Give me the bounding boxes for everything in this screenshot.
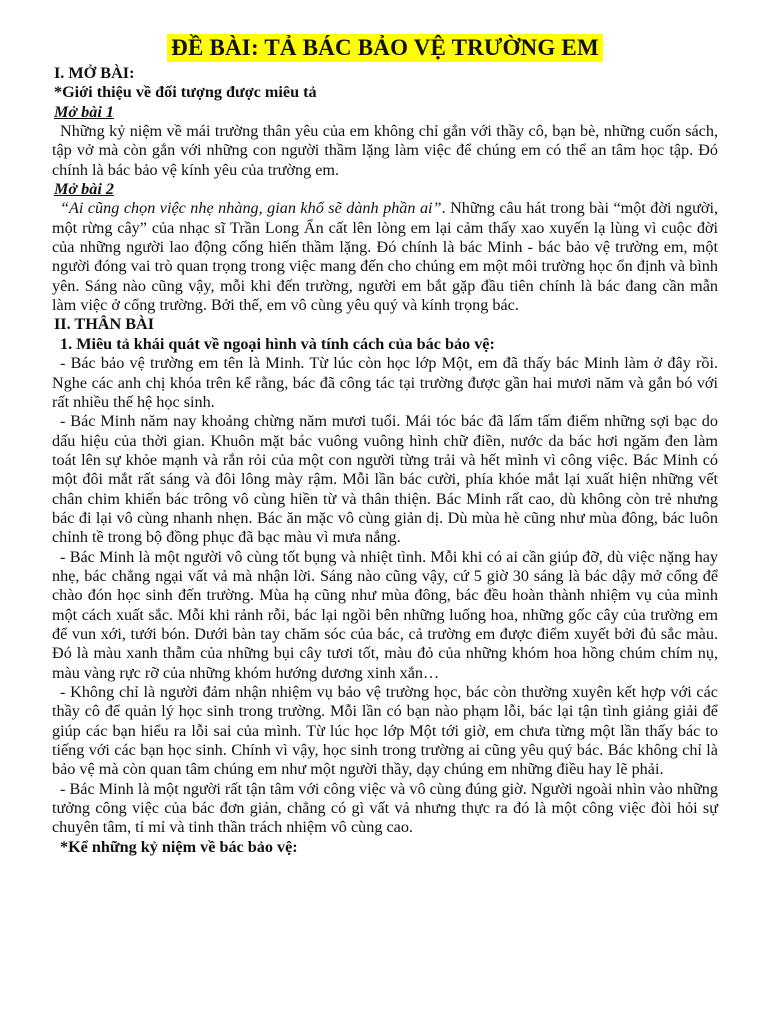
section-heading-body: II. THÂN BÀI xyxy=(54,315,155,334)
body-paragraph: - Bác bảo vệ trường em tên là Minh. Từ lúc còn học lớp Một, em đã thấy bác Minh làm ở đây rồi. Nghe các anh chị khóa trên kể rằng, bác đã công tác tại trường được gần hai mươi năm và gắn bó với rất nhiều thế hệ học sinh. xyxy=(52,354,718,411)
title-wrap xyxy=(52,34,718,62)
opening-2-paragraph xyxy=(52,199,718,315)
document-body xyxy=(52,64,718,857)
section-heading-intro: I. MỞ BÀI: xyxy=(54,64,135,82)
opening-1-label: Mở bài 1 xyxy=(54,102,114,121)
intro-subheading: *Giới thiệu về đối tượng được miêu tả xyxy=(54,83,317,102)
body-paragraph: - Bác Minh năm nay khoảng chừng năm mươi tuổi. Mái tóc bác đã lấm tấm điểm những sợi bạc do dấu hiệu của thời gian. Khuôn mặt bác vuông vuông hình chữ điền, nước da bác hơi ngăm đen làm toát lên sự khỏe mạnh và rắn rỏi của một con người từng trải và hết mình vì công việc. Bác Minh có một đôi mắt rất sáng và đôi lông mày rậm. Mỗi lần bác cười, phía khóe mắt lại xuất hiện những vết chân chim khiến bác trông vô cùng hiền từ và thân thiện. Bác Minh rất cao, dù không còn trẻ nhưng bác đi lại vô cùng nhanh nhẹn. Bác ăn mặc vô cùng giản dị. Dù mùa hè cũng như mùa đông, bác luôn chỉnh tề trong bộ đồng phục đã bạc màu vì mưa nắng. xyxy=(52,412,718,547)
memories-subheading: *Kể những kỷ niệm về bác bảo vệ: xyxy=(60,837,298,856)
opening-2-label: Mở bài 2 xyxy=(54,180,114,199)
body-paragraph: - Bác Minh là một người rất tận tâm với công việc và vô cùng đúng giờ. Người ngoài nhìn vào những tưởng công việc của bác đơn giản, chẳng có gì vất vả nhưng thực ra đó là một công việc đòi hỏi sự chuyên tâm, tỉ mỉ và tinh thần trách nhiệm vô cùng cao. xyxy=(52,779,718,837)
body-paragraph: - Bác Minh là một người vô cùng tốt bụng và nhiệt tình. Mỗi khi có ai cần giúp đỡ, dù việc nặng hay nhẹ, bác chẳng ngại vất vả mà nhận lời. Sáng nào cũng vậy, cứ 5 giờ 30 sáng là bác dậy mở cổng để chào đón học sinh đến trường. Mùa hạ cũng như mùa đông, bác đều hoàn thành nhiệm vụ của mình một cách xuất sắc. Mỗi khi rảnh rỗi, bác lại ngồi bên những luống hoa, những gốc cây của trường em để vun xới, tưới bón. Dưới bàn tay chăm sóc của bác, cả trường em được điểm xuyết bởi đủ sắc màu. Đó là màu xanh thẫm của những bụi cây tươi tốt, màu đỏ của những khóm hoa hồng chúm chím nụ, màu vàng rực rỡ của những khóm hướng dương xinh xắn… xyxy=(52,547,718,682)
body-paragraph: - Không chỉ là người đảm nhận nhiệm vụ bảo vệ trường học, bác còn thường xuyên kết hợp với các thầy cô để quản lý học sinh trong trường. Mỗi lần có bạn nào phạm lỗi, bác lại tận tình giảng giải để giúp các bạn hiểu ra lỗi sai của mình. Từ lúc học lớp Một tới giờ, em chưa từng một lần thấy bác to tiếng với các bạn học sinh. Chính vì vậy, học sinh trong trường ai cũng yêu quý bác. Bác không chỉ là bảo vệ mà còn quan tâm chúng em như một người thầy, dạy chúng em những điều hay lẽ phải. xyxy=(52,683,718,779)
body-subheading-1: 1. Miêu tả khái quát về ngoại hình và tính cách của bác bảo vệ: xyxy=(60,334,495,353)
opening-2-text: . Những câu hát trong bài “một đời người, một rừng cây” của nhạc sĩ Trần Long Ẩn cất lên lòng em lại cảm thấy xao xuyến lạ lùng vì cuộc đời của những người lao động cống hiến thầm lặng. Đó chính là bác Minh - bác bảo vệ trường em, một người đóng vai trò quan trọng trong việc mang đến cho chúng em một môi trường học ổn định và bình yên. Sáng nào cũng vậy, mỗi khi đến trường, người em bắt gặp đầu tiên chính là bác đang cần mẫn làm việc ở cổng trường. Bởi thế, em vô cùng yêu quý và kính trọng bác. xyxy=(52,199,718,315)
opening-1-text: Những kỷ niệm về mái trường thân yêu của em không chỉ gắn với thầy cô, bạn bè, những cuốn sách, tập vở mà còn gắn với những con người thầm lặng làm việc để chúng em có thể an tâm học tập. Đó chính là bác bảo vệ kính yêu của trường em. xyxy=(52,122,718,179)
opening-2-quote: “Ai cũng chọn việc nhẹ nhàng, gian khổ sẽ dành phần ai” xyxy=(60,199,442,218)
page-title: ĐỀ BÀI: TẢ BÁC BẢO VỆ TRƯỜNG EM xyxy=(167,34,603,62)
